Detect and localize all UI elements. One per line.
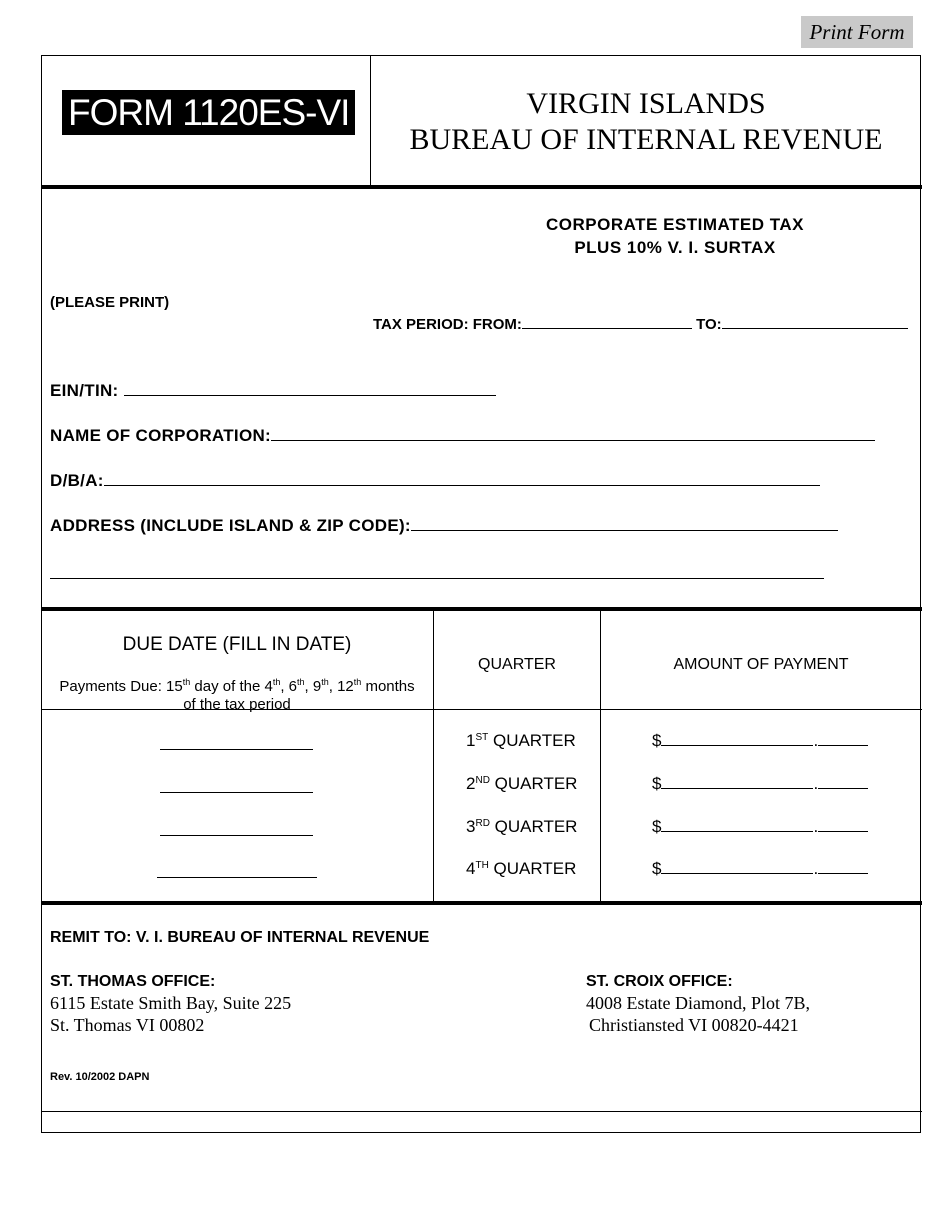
cents-field[interactable] — [818, 830, 868, 832]
print-form-button[interactable]: Print Form — [801, 16, 913, 48]
quarter-word: QUARTER — [489, 817, 578, 836]
due-note-text: months — [361, 678, 415, 695]
document-title — [430, 213, 920, 259]
currency-symbol: $ — [652, 817, 662, 836]
amount-field[interactable] — [652, 859, 868, 879]
quarter-label — [466, 817, 577, 837]
due-date-field[interactable] — [160, 748, 313, 750]
form-id: FORM 1120ES-VI — [62, 90, 355, 135]
decimal-point: . — [813, 859, 819, 878]
quarter-label — [466, 774, 577, 794]
table-bottom-rule — [41, 901, 922, 905]
st-thomas-title: ST. THOMAS OFFICE: — [50, 973, 216, 990]
dba-label: D/B/A: — [50, 471, 104, 490]
st-croix-address-1: 4008 Estate Diamond, Plot 7B, — [586, 993, 810, 1013]
dollars-field[interactable] — [661, 787, 813, 789]
corporation-row — [50, 426, 875, 446]
due-note-sup: th — [182, 677, 191, 687]
due-note-text: Payments Due: 15 — [59, 678, 183, 695]
due-date-note — [42, 673, 432, 714]
quarter-word: QUARTER — [488, 731, 576, 750]
quarter-label — [466, 859, 576, 879]
header-divider — [41, 185, 922, 189]
dollars-field[interactable] — [661, 744, 813, 746]
title-line-2: PLUS 10% V. I. SURTAX — [574, 238, 776, 257]
ein-row — [50, 381, 496, 401]
due-date-field[interactable] — [157, 876, 317, 878]
due-note-sup: th — [321, 677, 329, 687]
corporation-label: NAME OF CORPORATION: — [50, 426, 272, 445]
tax-period-from-label: TAX PERIOD: FROM: — [373, 316, 522, 333]
address-field-2[interactable] — [50, 577, 824, 579]
amount-field[interactable] — [652, 817, 868, 837]
due-note-text: , 12 — [328, 678, 354, 695]
revision-note: Rev. 10/2002 DAPN — [50, 1071, 150, 1083]
address-field-1[interactable] — [411, 529, 838, 531]
due-note-sup: th — [272, 677, 281, 687]
amount-field[interactable] — [652, 774, 868, 794]
ein-field[interactable] — [124, 394, 496, 396]
currency-symbol: $ — [652, 731, 662, 750]
dollars-field[interactable] — [661, 872, 813, 874]
agency-name — [371, 86, 921, 158]
decimal-point: . — [813, 817, 819, 836]
due-note-line-2: of the tax period — [183, 696, 291, 713]
due-note-sup: th — [353, 677, 362, 687]
quarter-num: 3 — [466, 817, 476, 836]
ein-label: EIN/TIN: — [50, 381, 119, 400]
quarter-word: QUARTER — [489, 774, 578, 793]
currency-symbol: $ — [652, 774, 662, 793]
due-note-text: , 6 — [280, 678, 298, 695]
amount-field[interactable] — [652, 731, 868, 751]
st-croix-office — [586, 972, 810, 1036]
amount-header: AMOUNT OF PAYMENT — [673, 656, 849, 673]
cents-field[interactable] — [818, 744, 868, 746]
decimal-point: . — [813, 774, 819, 793]
st-croix-address-2: Christiansted VI 00820-4421 — [589, 1015, 799, 1035]
st-croix-title: ST. CROIX OFFICE: — [586, 973, 733, 990]
quarter-label — [466, 731, 576, 751]
due-date-field[interactable] — [160, 834, 313, 836]
st-thomas-office — [50, 972, 291, 1036]
tax-period-to-field[interactable] — [722, 327, 908, 329]
cents-field[interactable] — [818, 787, 868, 789]
quarter-header: QUARTER — [478, 656, 556, 673]
quarter-num: 4 — [466, 859, 476, 878]
due-note-sup: th — [297, 677, 305, 687]
table-col-divider-1 — [433, 610, 434, 903]
table-col-divider-2 — [600, 610, 601, 903]
address-label: ADDRESS (INCLUDE ISLAND & ZIP CODE): — [50, 516, 411, 535]
currency-symbol: $ — [652, 859, 662, 878]
quarter-num: 2 — [466, 774, 476, 793]
quarter-suffix: TH — [475, 860, 489, 871]
agency-line-2: BUREAU OF INTERNAL REVENUE — [409, 123, 883, 156]
quarter-suffix: ST — [475, 732, 489, 743]
st-thomas-address-2: St. Thomas VI 00802 — [50, 1015, 205, 1035]
corporation-field[interactable] — [271, 439, 875, 441]
dollars-field[interactable] — [661, 830, 813, 832]
tax-period-to-label: TO: — [696, 316, 722, 333]
agency-line-1: VIRGIN ISLANDS — [526, 87, 766, 120]
remit-to-label: REMIT TO: V. I. BUREAU OF INTERNAL REVENUE — [50, 929, 430, 946]
due-note-text: day of the 4 — [190, 678, 273, 695]
table-top-rule — [41, 607, 922, 611]
title-line-1: CORPORATE ESTIMATED TAX — [546, 215, 804, 234]
quarter-num: 1 — [466, 731, 476, 750]
please-print-note: (PLEASE PRINT) — [50, 294, 170, 311]
due-date-field[interactable] — [160, 791, 313, 793]
quarter-word: QUARTER — [488, 859, 577, 878]
tax-period-from-field[interactable] — [522, 327, 692, 329]
dba-field[interactable] — [104, 484, 820, 486]
quarter-suffix: RD — [475, 818, 490, 829]
cents-field[interactable] — [818, 872, 868, 874]
dba-row — [50, 471, 820, 491]
decimal-point: . — [813, 731, 819, 750]
address-row — [50, 516, 838, 536]
due-note-text: , 9 — [304, 678, 322, 695]
quarter-suffix: ND — [475, 775, 490, 786]
footer-rule — [41, 1111, 922, 1112]
tax-period — [373, 316, 908, 333]
due-date-header: DUE DATE (FILL IN DATE) — [122, 634, 352, 655]
st-thomas-address-1: 6115 Estate Smith Bay, Suite 225 — [50, 993, 292, 1013]
